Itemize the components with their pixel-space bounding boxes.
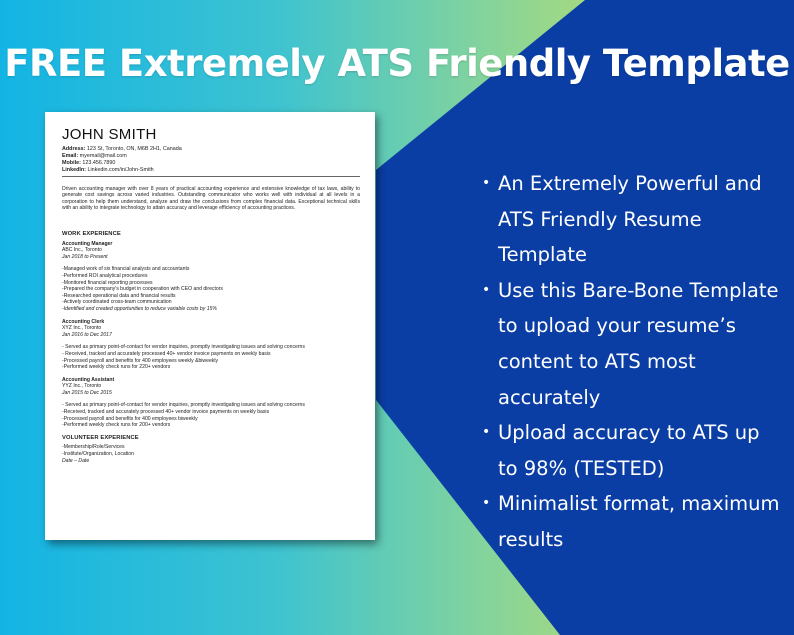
job-entry: Accounting Clerk XYZ Inc., Toronto Jan 2016 to Dec 2017 - Served as primary point-of-contact for vendor inquiries, promptly investigating issues and solving concerns - Received, tracked and accurately processed 40+ vendor invoice payments on weekly basis -Processed payroll and benefits for 400 employees weekly &biweekly -Performed weekly check runs for 220+ vendors bbox=[62, 318, 305, 371]
bullet-icon: • bbox=[482, 495, 491, 512]
divider bbox=[62, 176, 360, 177]
page-title: FREE Extremely ATS Friendly Template bbox=[4, 42, 790, 85]
feature-item: • An Extremely Powerful and ATS Friendly Resume Template bbox=[482, 166, 782, 273]
work-experience-section bbox=[62, 231, 360, 464]
volunteer-section: VOLUNTEER EXPERIENCE -Membership/Role/Services -Institute/Organization, Location Date – Date bbox=[62, 435, 360, 464]
resume-name: JOHN SMITH bbox=[62, 126, 157, 143]
feature-item: • Minimalist format, maximum results bbox=[482, 486, 782, 557]
resume-contact: Address: 123 St, Toronto, ON, M6B 2H1, Canada Email: myemail@mail.com Mobile: 123.456.7890 LinkedIn: Linkedin.com/in/John-Smith bbox=[62, 146, 182, 173]
feature-item: • Upload accuracy to ATS up to 98% (TESTED) bbox=[482, 415, 782, 486]
feature-list bbox=[482, 166, 782, 558]
resume-summary: Driven accounting manager with over 8 years of practical accounting experience and extensive knowledge of tax laws, ability to generate cost savings across varied industries. Outstanding communicator who works well with individual at all levels in a corporation to help them understand, analyze and draw the conclusions from complex financial data. Exceptional technical skills with an ability to integrate technology to attain accuracy and leverage efficiency of accounting practices. bbox=[62, 186, 360, 212]
bullet-icon: • bbox=[482, 175, 491, 191]
section-heading: WORK EXPERIENCE bbox=[62, 231, 121, 237]
bullet-icon: • bbox=[482, 281, 491, 298]
bullet-icon: • bbox=[482, 424, 491, 441]
feature-item: • Use this Bare-Bone Template to upload your resume’s content to ATS most accurately bbox=[482, 273, 782, 415]
job-entry: Accounting Manager ABC Inc., Toronto Jan 2018 to Present -Managed work of six financial analysts and accountants -Performed ROI analytical procedures -Monitored financial reporting processes -Prepared the company's budget in cooperation with CEO and directors -Researched operational data and financial results -Actively coordinated cross-team communication -Identified and created opportunities to reduce variable costs by 15% bbox=[62, 240, 223, 312]
resume-preview bbox=[45, 112, 375, 540]
job-entry: Accounting Assistant YYZ Inc., Toronto Jan 2015 to Dec 2015 - Served as primary point-of-contact for vendor inquiries, promptly investigating issues and solving concerns -Received, tracked and accurately processed 40+ vendor invoice payments on weekly basis -Processed payroll and benefits for 400 employees biweekly -Performed weekly check runs for 200+ vendors bbox=[62, 376, 305, 429]
section-heading: VOLUNTEER EXPERIENCE bbox=[62, 434, 139, 441]
